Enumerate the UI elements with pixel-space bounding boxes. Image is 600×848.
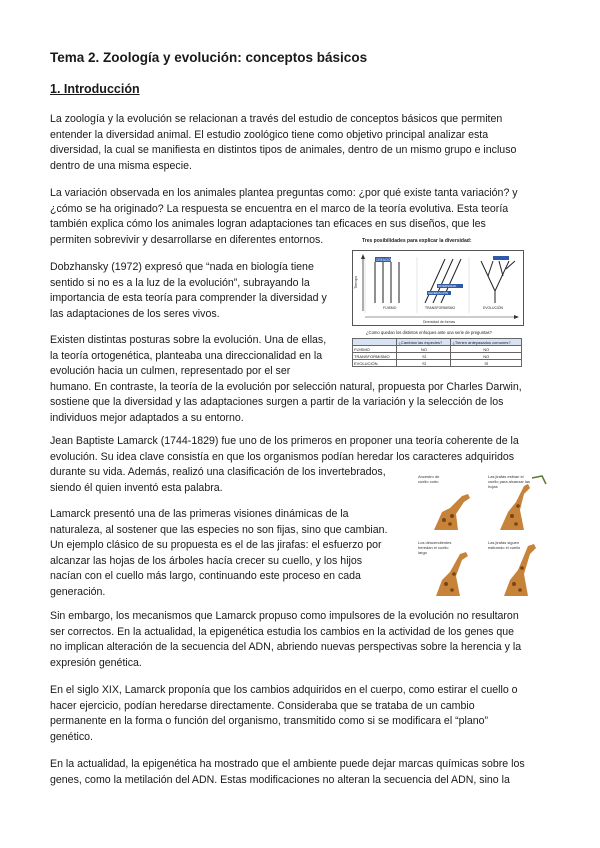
figure-title: Tres posibilidades para explicar la diversidad: (362, 238, 472, 244)
table-cell: FIJISMO (353, 346, 397, 353)
table-row (353, 339, 522, 346)
giraffe-caption: Los descendientes heredan el cuello largo (418, 540, 452, 555)
panel-label-fijismo: FIJISMO (383, 306, 397, 310)
giraffe-panel-1 (416, 472, 480, 532)
text-line: humano. En contraste, la teoría de la evolución por selección natural, propuesta por Charles Darwin, (50, 380, 522, 393)
giraffe-panel-3 (416, 538, 480, 598)
text-line: La zoología y la evolución se relacionan a través del estudio de conceptos básicos que permiten (50, 113, 503, 125)
text-line: La variación observada en los animales plantea preguntas como: ¿por qué existe tanta variación? y (50, 187, 518, 199)
table-caption: ¿Como quedan los distintos enfoques ante una serie de preguntas? (366, 330, 492, 335)
text-line: importancia de esta teoría para comprender la diversidad y (50, 292, 327, 305)
evolution-theories-figure (348, 238, 524, 372)
table-cell: SÍ (397, 360, 451, 367)
table-cell: NO (397, 346, 451, 353)
table-cell: SÍ (451, 360, 522, 367)
text-line: Dobzhansky (1972) expresó que “nada en biología tiene (50, 261, 314, 273)
svg-text:CREACIÓN: CREACIÓN (376, 258, 393, 262)
panel-label-evolucion: EVOLUCIÓN (483, 306, 503, 310)
table-row (353, 353, 522, 360)
theories-diagram (353, 251, 523, 325)
giraffe-caption: Las jirafas siguen estirando el cuello (488, 540, 521, 550)
table-cell: EVOLUCIÓN (353, 360, 397, 367)
giraffe-panel-2 (486, 472, 550, 532)
text-line: expresión genética. (50, 656, 142, 669)
table-cell: NO (451, 353, 522, 360)
axis-y-label: Tiempo (353, 275, 358, 289)
text-line: evolución. Su idea clave consistía en que los organismos podían heredar los caracteres adquiridos (50, 450, 515, 463)
paragraph-8 (50, 683, 550, 745)
text-line: En el siglo XIX, Lamarck proponía que los cambios adquiridos en el cuerpo, como estirar el cuello o (50, 684, 518, 696)
text-line: sostiene que la diversidad y las adaptaciones surgen a partir de la variación y la selección de los (50, 396, 504, 409)
svg-text:DIVERSIDAD: DIVERSIDAD (438, 284, 457, 289)
text-line: las adaptaciones de los seres vivos. (50, 307, 220, 320)
theories-table (352, 338, 522, 367)
text-line: diversidad, la cual se manifiesta en distintos tipos de animales, dentro de un mismo grupo e incluso (50, 144, 517, 157)
svg-text:GENERACIÓN: GENERACIÓN (428, 291, 449, 296)
text-line: alcanzar las hojas de los árboles hacía crecer su cuello, y los hijos (50, 554, 363, 567)
document-title: Tema 2. Zoología y evolución: conceptos básicos (50, 50, 368, 65)
text-line: sentido si no es a la luz de la evolución”, subrayando la (50, 276, 310, 289)
text-line: Lamarck presentó una de las primeras visiones dinámicas de la (50, 508, 349, 520)
text-line: nacían con el cuello más largo, continuando este proceso en cada (50, 570, 361, 583)
paragraph-7 (50, 609, 550, 671)
text-line: durante su vida. Además, realizó una clasificación de los invertebrados, (50, 466, 386, 479)
paragraph-9 (50, 757, 550, 788)
table-row (353, 346, 522, 353)
text-line: Jean Baptiste Lamarck (1744-1829) fue uno de los primeros en proponer una teoría coherente de la (50, 435, 519, 447)
giraffe-caption: Ancestro de cuello corto (418, 474, 440, 484)
table-cell: TRANSFORMISMO (353, 353, 397, 360)
diagram-panel (352, 250, 524, 326)
text-line: siendo él quien inventó esta palabra. (50, 481, 223, 494)
text-line: entender la diversidad animal. El estudio zoológico tiene como objetivo principal analizar esta (50, 128, 489, 141)
axis-x-label: Diversidad de formas (423, 320, 456, 324)
giraffe-caption: Las jirafas estiran el cuello para alcanzar las hojas (488, 474, 531, 489)
giraffe-panel-4 (486, 538, 550, 598)
table-cell: SÍ (397, 353, 451, 360)
text-line: evolución hacia un culmen, representado por el ser (50, 365, 291, 378)
text-line: genes, como la metilación del ADN. Estas modificaciones no alteran la secuencia del ADN, sino la (50, 773, 510, 786)
text-line: también explica cómo los animales logran adaptaciones tan eficaces en sus diseños, que les (50, 218, 486, 231)
text-line: dentro de una misma especie. (50, 159, 192, 172)
table-cell: NO (451, 346, 522, 353)
panel-label-transformismo: TRANSFORMISMO (425, 306, 456, 310)
text-line: permiten sobrevivir y desarrollarse en diferentes entornos. (50, 233, 324, 246)
table-row (353, 360, 522, 367)
text-line: genético. (50, 730, 93, 743)
table-cell (353, 339, 397, 346)
table-cell: ¿Tienen antepasados comunes? (451, 339, 522, 346)
text-line: Existen distintas posturas sobre la evolución. Una de ellas, (50, 334, 327, 346)
section-heading: 1. Introducción (50, 82, 140, 96)
text-line: individuos mejor adaptados a su entorno. (50, 411, 244, 424)
text-line: Un ejemplo clásico de su propuesta es el de las jirafas: el esfuerzo por (50, 539, 382, 552)
table-cell: ¿Cambian las especies? (397, 339, 451, 346)
text-line: naturaleza, al sostener que las especies no son fijas, sino que cambian. (50, 523, 388, 536)
paragraph-1 (50, 112, 550, 174)
text-line: permanente en la forma o función del organismo, transmitido como si se modificara el “plano” (50, 715, 489, 728)
text-line: no implican alteración de la secuencia del ADN, abriendo nuevas perspectivas sobre la herencia y la (50, 641, 522, 654)
text-line: En la actualidad, la epigenética ha mostrado que el ambiente puede dejar marcas químicas sobre los (50, 758, 525, 770)
text-line: la teoría ortogenética, planteaba una direccionalidad en la (50, 349, 323, 362)
text-line: ¿cómo se ha originado? La respuesta se encuentra en el marco de la teoría evolutiva. Esta teoría (50, 202, 509, 215)
text-line: generación. (50, 585, 106, 598)
lamarck-giraffes-figure (416, 472, 552, 600)
text-line: hacer ejercicio, podían heredarse directamente. Consideraba que se trataba de un cambio (50, 699, 475, 712)
text-line: Sin embargo, los mecanismos que Lamarck propuso como impulsores de la evolución no resultaron (50, 610, 519, 622)
text-line: ser correctos. En la actualidad, la epigenética estudia los cambios en la actividad de los genes que (50, 625, 515, 638)
